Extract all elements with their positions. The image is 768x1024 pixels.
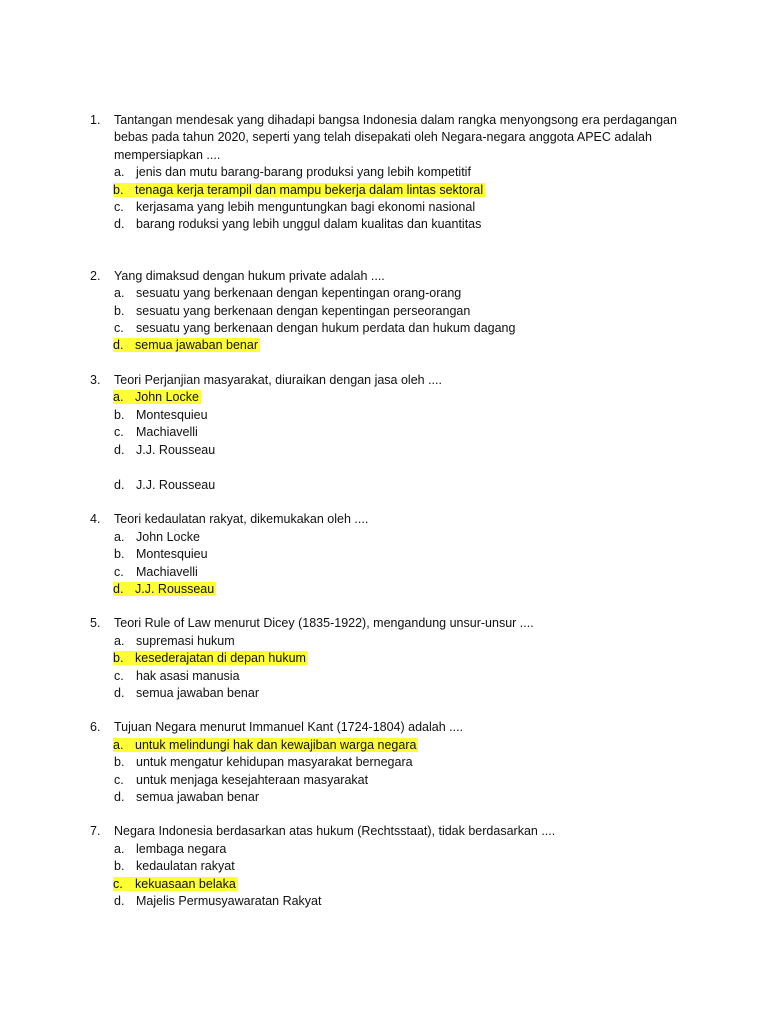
option-letter: c. — [114, 425, 124, 440]
option-letter: b. — [114, 755, 125, 770]
option-d[interactable] — [114, 789, 688, 806]
option-letter: b. — [114, 547, 125, 562]
question-text: Teori Rule of Law menurut Dicey (1835-1922), mengandung unsur-unsur .... — [114, 616, 534, 631]
option-c[interactable] — [113, 876, 688, 893]
option-list — [114, 529, 688, 599]
option-d[interactable] — [114, 685, 688, 702]
option-b[interactable] — [114, 407, 688, 424]
question-number: 4. — [90, 512, 101, 527]
option-list — [114, 737, 688, 807]
option-d[interactable] — [114, 442, 688, 459]
option-letter: c. — [114, 200, 124, 215]
option-text: Majelis Permusyawaratan Rakyat — [136, 894, 322, 909]
option-text: kekuasaan belaka — [135, 876, 236, 891]
option-b[interactable] — [114, 858, 688, 875]
option-letter: a. — [113, 390, 124, 405]
option-text: sesuatu yang berkenaan dengan kepentingan orang-orang — [136, 286, 462, 301]
option-a[interactable] — [114, 164, 688, 181]
option-text: lembaga negara — [136, 841, 227, 856]
option-text: John Locke — [136, 529, 200, 544]
option-d-duplicate[interactable] — [114, 477, 688, 494]
option-b[interactable] — [113, 182, 688, 199]
option-letter: d. — [114, 685, 125, 700]
option-text: kerjasama yang lebih menguntungkan bagi ekonomi nasional — [136, 200, 476, 215]
option-d[interactable] — [113, 337, 688, 354]
option-text: Machiavelli — [136, 425, 198, 440]
option-letter: a. — [114, 286, 125, 301]
option-c[interactable] — [114, 668, 688, 685]
option-text: semua jawaban benar — [135, 338, 258, 353]
option-letter: d. — [114, 217, 125, 232]
option-letter: c. — [113, 876, 123, 891]
option-a[interactable] — [114, 841, 688, 858]
question-number: 7. — [90, 824, 101, 839]
option-letter: a. — [114, 529, 125, 544]
option-text: semua jawaban benar — [136, 685, 259, 700]
option-letter: b. — [113, 651, 124, 666]
option-letter: d. — [114, 477, 125, 492]
question-text: Yang dimaksud dengan hukum private adalah .... — [114, 268, 385, 283]
question-5 — [0, 615, 768, 702]
option-letter: c. — [114, 668, 124, 683]
option-list-extra — [114, 477, 688, 494]
option-text: kedaulatan rakyat — [136, 859, 235, 874]
option-a[interactable] — [114, 529, 688, 546]
option-c[interactable] — [114, 772, 688, 789]
option-text: semua jawaban benar — [136, 790, 259, 804]
option-letter: c. — [114, 564, 124, 579]
option-text: hak asasi manusia — [136, 668, 240, 683]
option-letter: b. — [114, 303, 125, 318]
option-b[interactable] — [113, 650, 688, 667]
option-letter: a. — [114, 165, 125, 180]
option-text: Machiavelli — [136, 564, 198, 579]
spacer — [0, 355, 768, 372]
question-number: 5. — [90, 616, 101, 631]
question-list — [0, 112, 768, 910]
option-list — [114, 841, 688, 911]
option-letter: c. — [114, 321, 124, 336]
option-d[interactable] — [113, 581, 688, 598]
question-text: Teori kedaulatan rakyat, dikemukakan oleh .... — [114, 512, 369, 527]
option-letter: a. — [114, 841, 125, 856]
option-text: untuk mengatur kehidupan masyarakat bernegara — [136, 755, 413, 770]
option-letter: d. — [114, 790, 125, 804]
spacer — [0, 702, 768, 719]
option-text: Montesquieu — [136, 407, 208, 422]
option-list — [114, 633, 688, 703]
option-text: J.J. Rousseau — [136, 442, 216, 457]
option-letter: b. — [114, 859, 125, 874]
option-c[interactable] — [114, 320, 688, 337]
option-letter: a. — [114, 633, 125, 648]
option-a[interactable] — [114, 285, 688, 302]
option-letter: d. — [113, 338, 124, 353]
spacer — [0, 598, 768, 615]
option-text: J.J. Rousseau — [136, 477, 216, 492]
question-4 — [0, 511, 768, 598]
option-letter: d. — [114, 442, 125, 457]
option-d[interactable] — [114, 893, 688, 910]
question-text: Tujuan Negara menurut Immanuel Kant (1724-1804) adalah .... — [114, 720, 464, 735]
question-number: 1. — [90, 113, 101, 127]
option-text: untuk melindungi hak dan kewajiban warga negara — [135, 737, 417, 752]
option-list — [114, 164, 688, 234]
spacer — [0, 494, 768, 511]
option-a[interactable] — [114, 633, 688, 650]
option-letter: d. — [113, 581, 124, 596]
question-text: Teori Perjanjian masyarakat, diuraikan dengan jasa oleh .... — [114, 372, 442, 387]
option-c[interactable] — [114, 424, 688, 441]
option-b[interactable] — [114, 303, 688, 320]
option-text: sesuatu yang berkenaan dengan hukum perdata dan hukum dagang — [136, 321, 516, 336]
question-number: 3. — [90, 372, 101, 387]
question-text: Negara Indonesia berdasarkan atas hukum (Rechtsstaat), tidak berdasarkan .... — [114, 824, 556, 839]
question-3 — [0, 372, 768, 494]
spacer — [0, 234, 768, 268]
option-c[interactable] — [114, 564, 688, 581]
question-text: Tantangan mendesak yang dihadapi bangsa Indonesia dalam rangka menyongsong era perdagangan bebas pada tahun 2020, seperti yang telah disepakati oleh Negara-negara anggota APEC adalah mempersiapkan .... — [114, 113, 677, 162]
spacer — [0, 806, 768, 823]
option-b[interactable] — [114, 754, 688, 771]
question-number: 2. — [90, 268, 101, 283]
question-number: 6. — [90, 720, 101, 735]
option-letter: a. — [113, 737, 124, 752]
option-text: supremasi hukum — [136, 633, 235, 648]
option-text: sesuatu yang berkenaan dengan kepentingan perseorangan — [136, 303, 471, 318]
option-list — [114, 285, 688, 355]
option-text: Montesquieu — [136, 547, 208, 562]
question-1 — [0, 112, 768, 234]
option-text: jenis dan mutu barang-barang produksi yang lebih kompetitif — [136, 165, 471, 180]
question-7 — [0, 823, 768, 910]
option-text: kesederajatan di depan hukum — [135, 651, 306, 666]
option-a[interactable] — [113, 389, 688, 406]
option-letter: d. — [114, 894, 125, 909]
option-letter: c. — [114, 772, 124, 787]
option-text: tenaga kerja terampil dan mampu bekerja dalam lintas sektoral — [135, 182, 484, 197]
option-letter: b. — [113, 182, 124, 197]
option-text: J.J. Rousseau — [135, 581, 215, 596]
option-list — [114, 389, 688, 459]
option-d[interactable] — [114, 216, 688, 233]
option-text: John Locke — [135, 390, 199, 405]
spacer — [114, 459, 688, 477]
option-b[interactable] — [114, 546, 688, 563]
option-text: barang roduksi yang lebih unggul dalam kualitas dan kuantitas — [136, 217, 482, 232]
question-2 — [0, 268, 768, 355]
option-letter: b. — [114, 407, 125, 422]
question-6 — [0, 719, 768, 806]
option-text: untuk menjaga kesejahteraan masyarakat — [136, 772, 369, 787]
option-c[interactable] — [114, 199, 688, 216]
option-a[interactable] — [113, 737, 688, 754]
